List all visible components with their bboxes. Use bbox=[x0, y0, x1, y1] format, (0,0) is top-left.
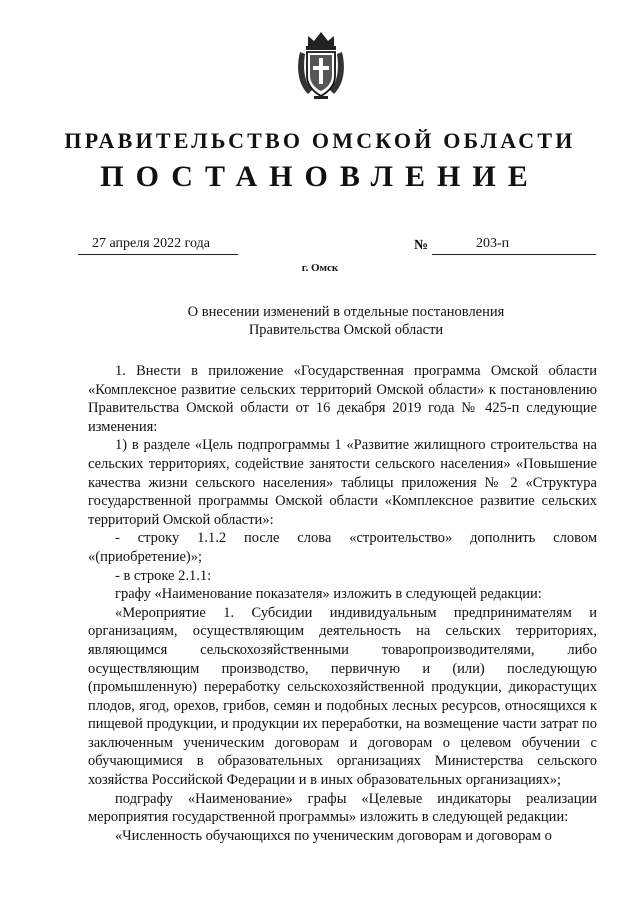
document-number: 203-п bbox=[476, 236, 510, 251]
body-paragraph: - строку 1.1.2 после слова «строительство» дополнить словом «(приобретение)»; bbox=[88, 530, 597, 565]
number-field bbox=[432, 236, 596, 255]
subject-line-2: Правительства Омской области bbox=[248, 322, 444, 338]
date-field bbox=[78, 236, 238, 255]
organization-title: ПРАВИТЕЛЬСТВО ОМСКОЙ ОБЛАСТИ bbox=[64, 128, 576, 153]
body-paragraph: - в строке 2.1.1: bbox=[115, 567, 212, 584]
document-subject bbox=[120, 303, 572, 339]
omsk-coat-of-arms-icon bbox=[294, 28, 348, 102]
document-date: 27 апреля 2022 года bbox=[92, 236, 210, 251]
body-paragraph: 1. Внести в приложение «Государственная программа Омской области «Комплексное развитие сельских территорий Омской области» к постановлению Правительства Омской области от 16 декабря 2019 года № 425-п следующие изменения: bbox=[88, 363, 597, 435]
body-paragraph: «Мероприятие 1. Субсидии индивидуальным предпринимателям и организациям, осуществляющим деятельность на сельских территориях, являющимся сельскохозяйственными товаропроизводителями, либо осуществляющим производство, первичную и (или) последующую (промышленную) переработку сельскохозяйственной продукции, дикорастущих плодов, ягод, орехов, грибов, семян и подобных лесных ресурсов, относящихся к пищевой продукции, и продукции их переработки, на возмещение части затрат по заключенным ученическим договорам и договорам о целевом обучении с обучающимися в образовательных организациях Министерства сельского хозяйства Российской Федерации и в иных образовательных организациях»; bbox=[88, 604, 597, 789]
body-paragraph: подграфу «Наименование» графы «Целевые индикаторы реализации мероприятия государственной программы» изложить в следующей редакции: bbox=[88, 790, 597, 826]
number-sign: № bbox=[414, 238, 429, 253]
document-kind-title: ПОСТАНОВЛЕНИЕ bbox=[100, 160, 540, 193]
body-paragraph: 1) в разделе «Цель подпрограммы 1 «Развитие жилищного строительства на сельских территориях, содействие занятости сельского населения» «Повышение качества жизни сельского населения» таблицы приложения № 2 «Структура государственной программы Омской области «Комплексное развитие сельских территорий Омской области»: bbox=[88, 437, 597, 528]
subject-line-1: О внесении изменений в отдельные постановления bbox=[187, 304, 505, 320]
body-paragraph: графу «Наименование показателя» изложить в следующей редакции: bbox=[115, 586, 542, 603]
city-label: г. Омск bbox=[301, 262, 339, 274]
body-paragraph: «Численность обучающихся по ученическим договорам и договорам о bbox=[115, 827, 552, 844]
document-body bbox=[88, 362, 597, 845]
